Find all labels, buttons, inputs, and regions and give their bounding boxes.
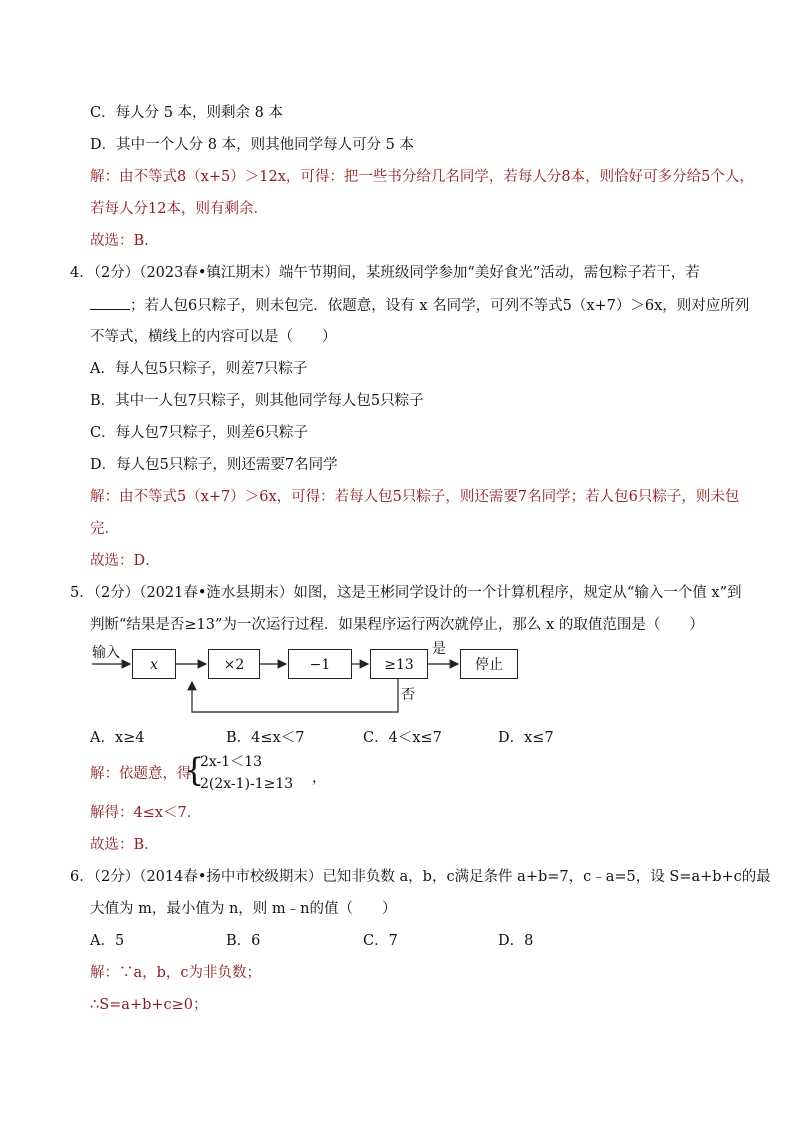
question-6-stem-2: 大值为 m，最小值为 n，则 m﹣n的值（ ）	[90, 901, 397, 917]
option-c: C．4＜x≤7	[363, 730, 442, 746]
solution-text: 完．	[90, 521, 119, 537]
system-equation-1: 2x-1＜13	[200, 754, 263, 770]
option-b: B．6	[226, 933, 261, 949]
yes-label: 是	[432, 641, 446, 657]
question-4-stem-text: ；若人包6只粽子，则未包完．依题意，设有 x 名同学，可列不等式5（x+7）＞6x，则对应所列	[130, 298, 750, 314]
option-c: C．每人分 5 本，则剩余 8 本	[90, 105, 283, 121]
question-4-stem-2	[90, 295, 749, 316]
answer-blank	[90, 295, 130, 310]
system-suffix: ，	[312, 770, 326, 786]
flow-box-stop: 停止	[460, 649, 518, 679]
system-brace: {	[184, 751, 205, 789]
answer-text: 故选：D．	[90, 553, 160, 569]
option-c: C．7	[363, 933, 398, 949]
option-d: D．8	[498, 933, 534, 949]
option-d: D．其中一个人分 8 本，则其他同学每人可分 5 本	[90, 137, 415, 153]
option-c: C．每人包7只粽子，则差6只粽子	[90, 425, 309, 441]
option-a: A．5	[90, 933, 125, 949]
question-5-stem: 5．（2分）（2021春•涟水县期末）如图，这是王彬同学设计的一个计算机程序，规定从“输入一个值 x”到	[70, 585, 742, 601]
solution-text: 解：∵a，b，c为非负数；	[90, 965, 262, 981]
solution-text: ∴S=a+b+c≥0；	[90, 997, 208, 1013]
question-4-stem-3: 不等式，横线上的内容可以是（ ）	[90, 329, 337, 345]
solution-text: 若每人分12本，则有剩余．	[90, 201, 268, 217]
question-5-stem-2: 判断“结果是否≥13”为一次运行过程．如果程序运行两次就停止，那么 x 的取值范围是（ ）	[90, 617, 704, 633]
question-6-stem: 6．（2分）（2014春•扬中市校级期末）已知非负数 a，b，c满足条件 a+b=7，c﹣a=5，设 S=a+b+c的最	[70, 869, 771, 885]
no-label: 否	[401, 687, 415, 703]
solution-text: 解：由不等式8（x+5）＞12x，可得：把一些书分给几名同学，若每人分8本，则恰好可多分给5个人，	[90, 169, 754, 185]
flow-box-times-2: ×2	[208, 649, 260, 679]
system-equation-2: 2(2x-1)-1≥13	[200, 776, 294, 792]
flow-box-x: x	[132, 649, 176, 679]
answer-text: 故选：B．	[90, 233, 159, 249]
option-d: D．x≤7	[498, 730, 554, 746]
option-b: B．其中一人包7只粽子，则其他同学每人包5只粽子	[90, 393, 424, 409]
flow-box-condition: ≥13	[370, 649, 428, 679]
option-a: A．每人包5只粽子，则差7只粽子	[90, 361, 308, 377]
solution-text: 解得：4≤x＜7．	[90, 805, 202, 821]
option-a: A．x≥4	[90, 730, 145, 746]
flow-box-minus-1: −1	[288, 649, 352, 679]
solution-text: 解：由不等式5（x+7）＞6x，可得：若每人包5只粽子，则还需要7名同学；若人包6只粽子，则未包	[90, 489, 740, 505]
program-flowchart	[90, 640, 540, 720]
input-label: 输入	[92, 645, 120, 661]
solution-text: 解：依题意，得	[90, 766, 192, 782]
question-4-stem: 4．（2分）（2023春•镇江期末）端午节期间，某班级同学参加“美好食光”活动，需包粽子若干，若	[70, 265, 700, 281]
option-d: D．每人包5只粽子，则还需要7名同学	[90, 457, 338, 473]
option-b: B．4≤x＜7	[226, 730, 305, 746]
answer-text: 故选：B．	[90, 837, 159, 853]
